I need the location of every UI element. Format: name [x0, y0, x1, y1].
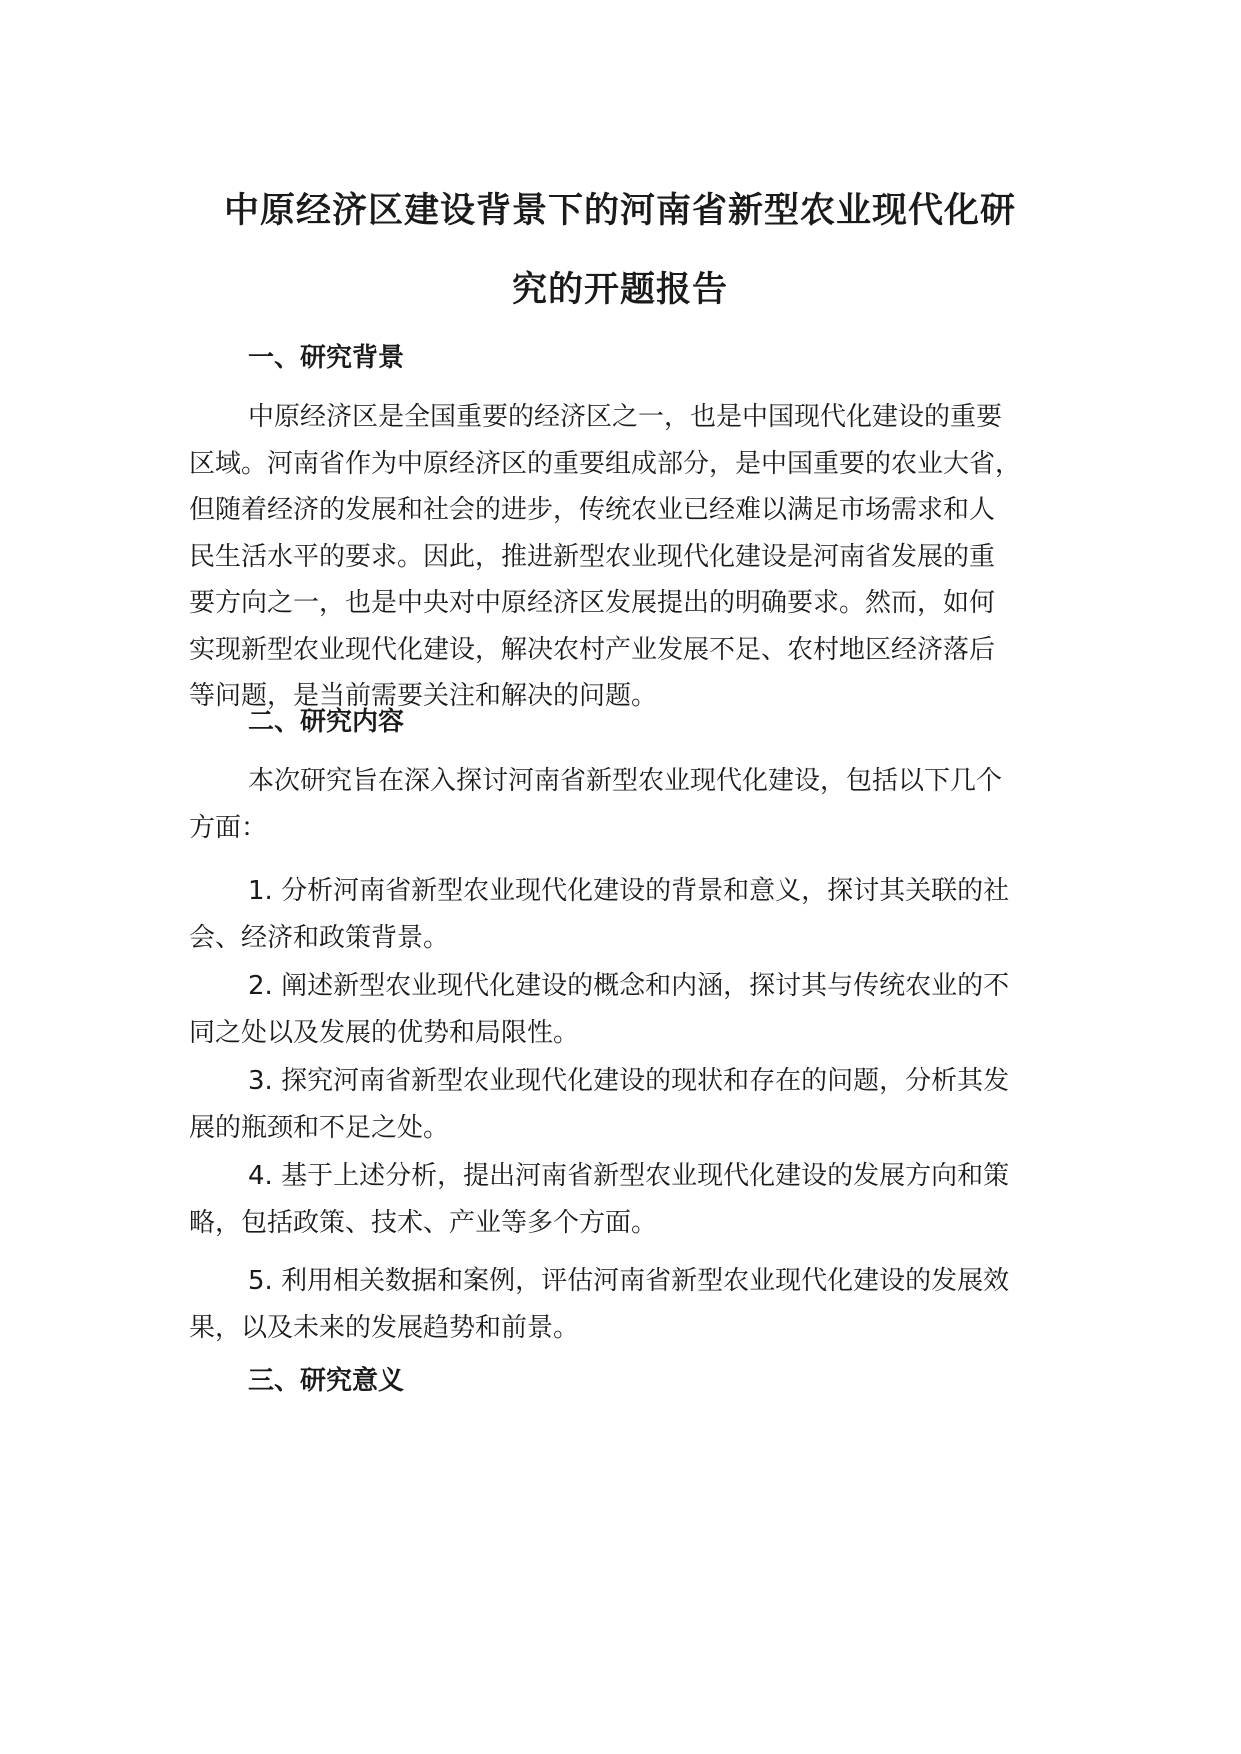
text-line: 本次研究旨在深入探讨河南省新型农业现代化建设，包括以下几个 [248, 766, 1003, 796]
text-line: 中原经济区是全国重要的经济区之一，也是中国现代化建设的重要 [248, 402, 1003, 432]
text-line: 展的瓶颈和不足之处。 [189, 1112, 450, 1143]
paragraph-content-intro [189, 758, 1089, 851]
text-line: 1. 分析河南省新型农业现代化建设的背景和意义，探讨其关联的社 [248, 876, 1010, 906]
text-line: 民生活水平的要求。因此，推进新型农业现代化建设是河南省发展的重 [189, 541, 996, 572]
text-line: 等问题，是当前需要关注和解决的问题。 [189, 681, 658, 711]
text-line: 5. 利用相关数据和案例，评估河南省新型农业现代化建设的发展效 [248, 1266, 1010, 1296]
text-line: 果，以及未来的发展趋势和前景。 [189, 1312, 580, 1343]
document-title-line-1: 中原经济区建设背景下的河南省新型农业现代化研 [223, 191, 1016, 231]
text-line: 3. 探究河南省新型农业现代化建设的现状和存在的问题，分析其发 [248, 1066, 1010, 1096]
text-line: 实现新型农业现代化建设，解决农村产业发展不足、农村地区经济落后 [189, 634, 996, 665]
list-item-2 [189, 963, 1089, 1056]
text-line: 但随着经济的发展和社会的进步，传统农业已经难以满足市场需求和人 [189, 495, 996, 525]
text-line: 会、经济和政策背景。 [189, 922, 450, 953]
text-line: 区域。河南省作为中原经济区的重要组成部分，是中国重要的农业大省， [189, 448, 1022, 479]
paragraph-background [189, 394, 1089, 720]
text-line: 2. 阐述新型农业现代化建设的概念和内涵，探讨其与传统农业的不 [248, 971, 1010, 1001]
list-item-1 [189, 868, 1089, 961]
section-heading-significance: 三、研究意义 [248, 1366, 405, 1396]
text-line: 同之处以及发展的优势和局限性。 [189, 1017, 580, 1048]
list-item-4 [189, 1153, 1089, 1246]
text-line: 略，包括政策、技术、产业等多个方面。 [189, 1207, 658, 1238]
list-item-5 [189, 1258, 1089, 1351]
document-title-line-2: 究的开题报告 [511, 270, 728, 310]
text-line: 方面： [189, 812, 268, 843]
list-item-3 [189, 1058, 1089, 1151]
section-heading-content: 二、研究内容 [248, 707, 405, 737]
text-line: 要方向之一，也是中央对中原经济区发展提出的明确要求。然而，如何 [189, 588, 996, 618]
text-line: 4. 基于上述分析，提出河南省新型农业现代化建设的发展方向和策 [248, 1161, 1010, 1191]
section-heading-background: 一、研究背景 [248, 343, 405, 373]
